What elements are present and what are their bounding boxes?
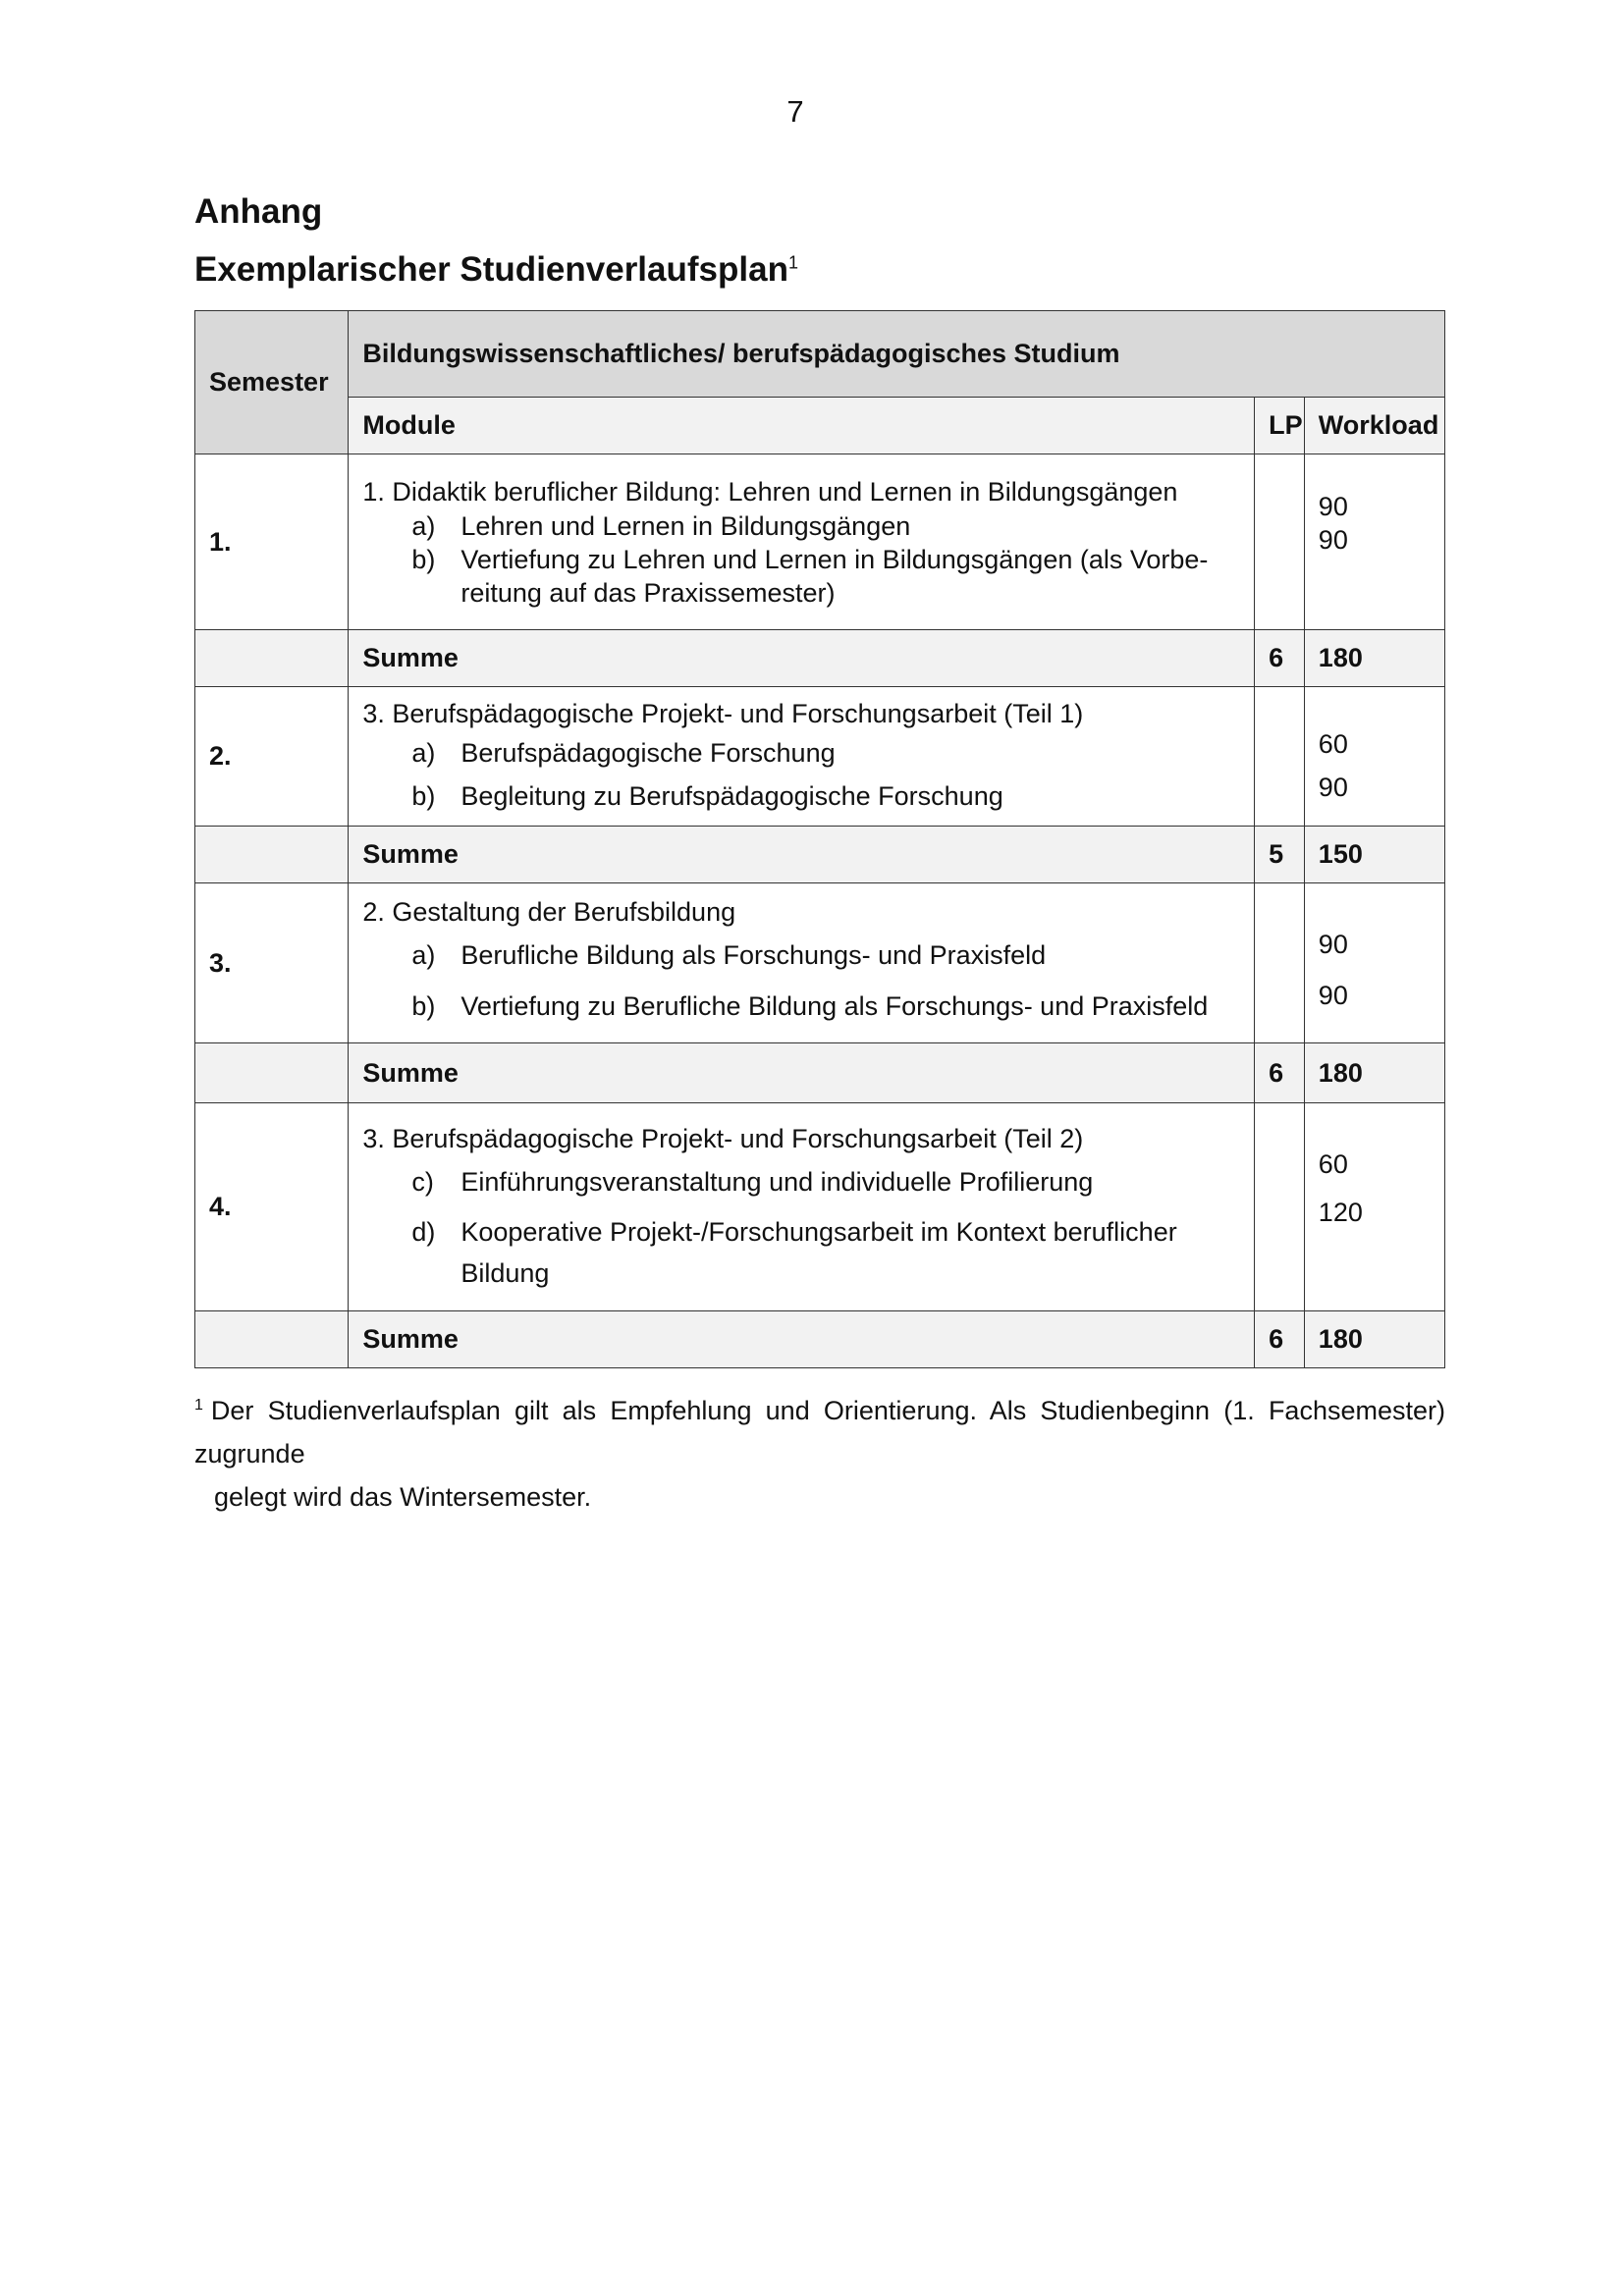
sum-label: Summe bbox=[349, 827, 1255, 883]
module-item bbox=[362, 731, 1240, 774]
item-text: Berufliche Bildung als Forschungs- und Praxisfeld bbox=[460, 940, 1047, 970]
sum-row bbox=[195, 1043, 1445, 1103]
lp-cell bbox=[1255, 687, 1305, 827]
module-title: 2. Gestaltung der Berufsbildung bbox=[362, 897, 736, 927]
workload-cell bbox=[1304, 687, 1444, 827]
header-module: Module bbox=[349, 398, 1255, 454]
item-letter: b) bbox=[411, 780, 436, 811]
item-letter: a) bbox=[411, 737, 436, 768]
sum-label: Summe bbox=[349, 1311, 1255, 1368]
sum-row bbox=[195, 630, 1445, 687]
semester-row bbox=[195, 454, 1445, 630]
table-header-row bbox=[195, 311, 1445, 398]
semester-label: 3. bbox=[195, 883, 349, 1043]
workload-cell bbox=[1304, 1103, 1444, 1311]
header-semester: Semester bbox=[195, 311, 349, 454]
item-text: Lehren und Lernen in Bildungsgängen bbox=[460, 511, 911, 541]
item-letter: b) bbox=[411, 545, 436, 574]
semester-row bbox=[195, 687, 1445, 827]
lp-cell bbox=[1255, 454, 1305, 630]
semester-label: 4. bbox=[195, 1103, 349, 1311]
item-text: Vertiefung zu Berufliche Bildung als Forschungs- und Praxisfeld bbox=[460, 991, 1209, 1021]
item-workload: 60 bbox=[1318, 1149, 1348, 1179]
module-cell bbox=[349, 1103, 1255, 1311]
workload-cell bbox=[1304, 883, 1444, 1043]
table-subheader-row bbox=[195, 398, 1445, 454]
sum-lp: 6 bbox=[1255, 1043, 1305, 1103]
workload-cell bbox=[1304, 454, 1444, 630]
module-cell bbox=[349, 687, 1255, 827]
header-workload: Workload bbox=[1304, 398, 1444, 454]
item-letter: a) bbox=[411, 511, 436, 541]
module-item bbox=[362, 543, 1240, 610]
item-letter: a) bbox=[411, 940, 436, 970]
item-text: Kooperative Projekt-/Forschungsarbeit im Kontext beruflicher Bildung bbox=[460, 1216, 1177, 1288]
item-workload: 120 bbox=[1318, 1198, 1363, 1227]
module-item bbox=[362, 1156, 1240, 1207]
item-workload: 90 bbox=[1318, 930, 1348, 959]
module-item bbox=[362, 774, 1240, 818]
item-workload: 60 bbox=[1318, 729, 1348, 759]
sum-label: Summe bbox=[349, 1043, 1255, 1103]
semester-row bbox=[195, 883, 1445, 1043]
module-item bbox=[362, 930, 1240, 981]
footnote-reference: 1 bbox=[787, 252, 798, 273]
item-text: Einführungsveranstaltung und individuelle Profilierung bbox=[460, 1166, 1094, 1197]
header-group: Bildungswissenschaftliches/ berufspädagogisches Studium bbox=[349, 311, 1445, 398]
footnote-marker: 1 bbox=[194, 1397, 203, 1414]
sum-workload: 180 bbox=[1304, 630, 1444, 687]
lp-cell bbox=[1255, 883, 1305, 1043]
item-text: Begleitung zu Berufspädagogische Forschung bbox=[460, 780, 1003, 811]
sum-row bbox=[195, 1311, 1445, 1368]
sum-workload: 180 bbox=[1304, 1311, 1444, 1368]
footnote-text-line2: gelegt wird das Wintersemester. bbox=[214, 1482, 592, 1512]
sum-label: Summe bbox=[349, 630, 1255, 687]
item-letter: b) bbox=[411, 991, 436, 1021]
semester-row bbox=[195, 1103, 1445, 1311]
module-title: 3. Berufspädagogische Projekt- und Forschungsarbeit (Teil 1) bbox=[362, 698, 1084, 728]
sum-row bbox=[195, 827, 1445, 883]
item-workload: 90 bbox=[1318, 525, 1348, 555]
sum-lp: 5 bbox=[1255, 827, 1305, 883]
study-plan-table bbox=[194, 310, 1445, 1368]
module-title: 1. Didaktik beruflicher Bildung: Lehren und Lernen in Bildungsgängen bbox=[362, 477, 1178, 507]
semester-label: 1. bbox=[195, 454, 349, 630]
footnote bbox=[194, 1384, 1445, 1519]
item-letter: d) bbox=[411, 1216, 436, 1247]
module-cell bbox=[349, 454, 1255, 630]
lp-cell bbox=[1255, 1103, 1305, 1311]
header-lp: LP bbox=[1255, 398, 1305, 454]
module-item bbox=[362, 1207, 1240, 1294]
item-workload: 90 bbox=[1318, 492, 1348, 521]
item-letter: c) bbox=[411, 1166, 434, 1197]
sum-workload: 180 bbox=[1304, 1043, 1444, 1103]
sum-lp: 6 bbox=[1255, 1311, 1305, 1368]
section-subheading bbox=[194, 250, 798, 290]
sum-workload: 150 bbox=[1304, 827, 1444, 883]
sum-lp: 6 bbox=[1255, 630, 1305, 687]
item-text: Vertiefung zu Lehren und Lernen in Bildungsgängen (als Vorbe-reitung auf das Praxissemester) bbox=[460, 545, 1209, 608]
module-item bbox=[362, 509, 1240, 543]
item-workload: 90 bbox=[1318, 981, 1348, 1010]
semester-label: 2. bbox=[195, 687, 349, 827]
item-text: Berufspädagogische Forschung bbox=[460, 737, 836, 768]
page-number: 7 bbox=[786, 94, 804, 129]
footnote-text-line1: Der Studienverlaufsplan gilt als Empfehlung und Orientierung. Als Studienbeginn (1. Fachsemester) zugrunde bbox=[194, 1396, 1445, 1468]
module-cell bbox=[349, 883, 1255, 1043]
section-heading: Anhang bbox=[194, 192, 323, 231]
module-title: 3. Berufspädagogische Projekt- und Forschungsarbeit (Teil 2) bbox=[362, 1123, 1084, 1153]
item-workload: 90 bbox=[1318, 773, 1348, 802]
subheading-text: Exemplarischer Studienverlaufsplan bbox=[194, 250, 788, 289]
module-item bbox=[362, 981, 1240, 1032]
